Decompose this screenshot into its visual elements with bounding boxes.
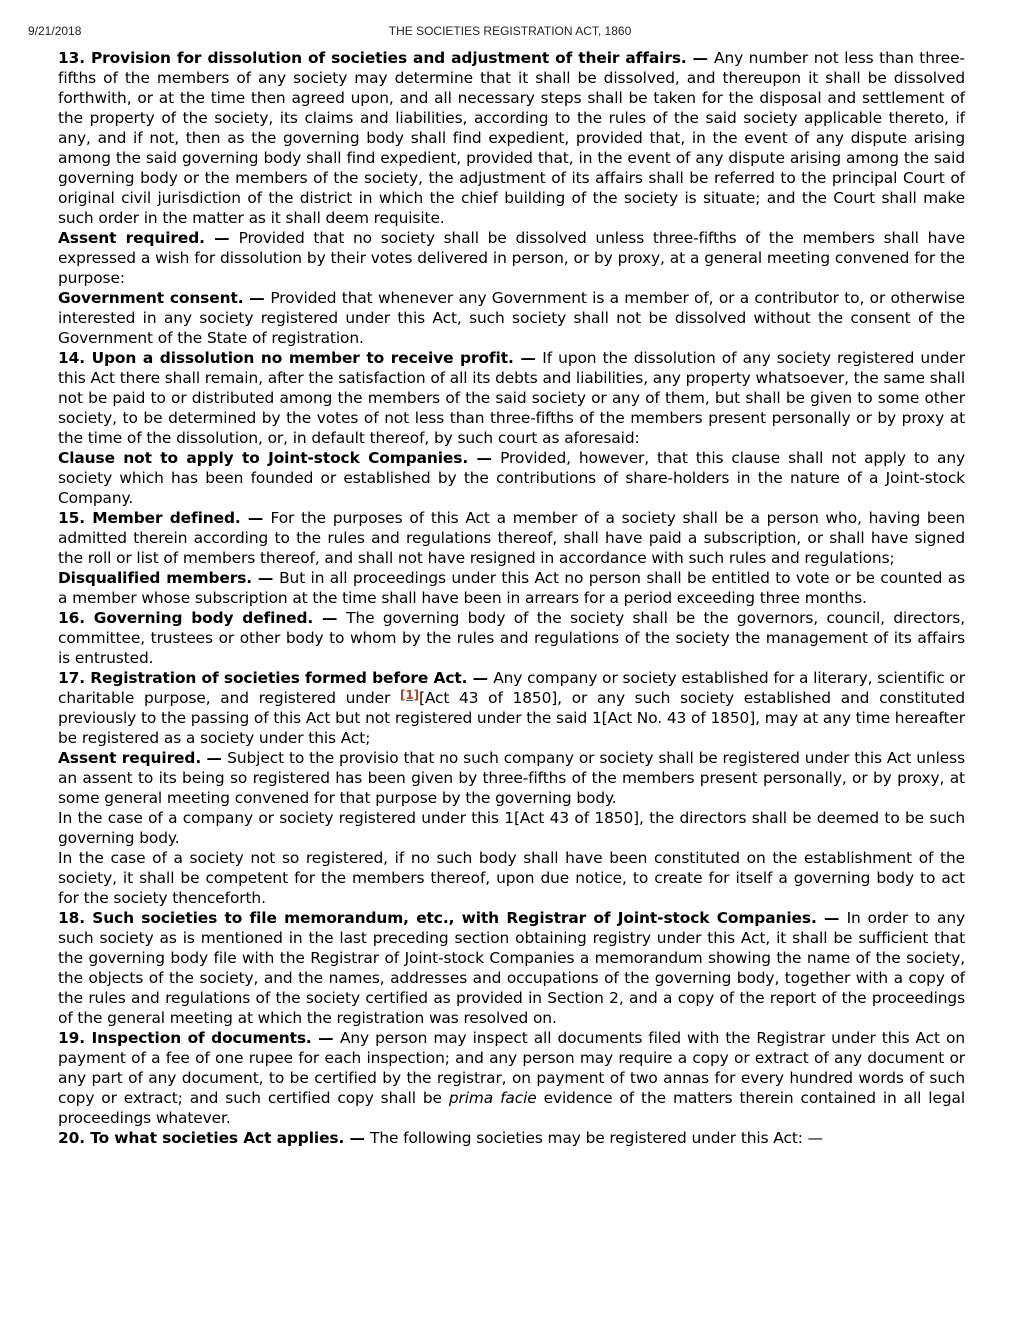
section-text: The governing body of the society shall be the governors, council, directors, committee, trustees or other body to whom by the rules and regulations of the society the management of its affairs is entrusted. [58, 609, 965, 667]
section-text: evidence of the matters therein contained in all legal proceedings whatever. [58, 1089, 965, 1127]
section-paragraph [58, 748, 965, 808]
section-text: For the purposes of this Act a member of a society shall be a person who, having been admitted therein according to the rules and regulations thereof, shall have paid a subscription, or shall have signed the roll or list of members thereof, and shall not have resigned in accordance with such rules and regulations; [58, 509, 965, 567]
section-heading: 17. Registration of societies formed before Act. — [58, 669, 494, 687]
section-heading: 19. Inspection of documents. — [58, 1029, 340, 1047]
document-running-title: THE SOCIETIES REGISTRATION ACT, 1860 [388, 24, 632, 38]
act-text [58, 48, 965, 1148]
section-text: If upon the dissolution of any society registered under this Act there shall remain, after the satisfaction of all its debts and liabilities, any property whatsoever, the same shall not be paid to or distributed among the members of the said society or any of them, but shall be given to some other society, to be determined by the votes of not less than three-fifths of the members present personally or by proxy at the time of the dissolution, or, in default thereof, by such court as aforesaid: [58, 349, 965, 447]
section-paragraph [58, 608, 965, 668]
section-text: Any person may inspect all documents filed with the Registrar under this Act on payment of a fee of one rupee for each inspection; and any person may require a copy or extract of any document or any part of any document, to be certified by the registrar, on payment of two annas for every hundred words of such copy or extract; and such certified copy shall be [58, 1029, 965, 1107]
section-heading: 18. Such societies to file memorandum, etc., with Registrar of Joint-stock Companies. — [58, 909, 847, 927]
section-text: Provided that no society shall be dissolved unless three-fifths of the members shall have expressed a wish for dissolution by their votes delivered in person, or by proxy, at a general meeting convened for the purpose: [58, 229, 965, 287]
section-heading: 13. Provision for dissolution of societies and adjustment of their affairs. — [58, 49, 715, 67]
section-paragraph [58, 908, 965, 1028]
section-heading: 14. Upon a dissolution no member to receive profit. — [58, 349, 543, 367]
section-paragraph [58, 228, 965, 288]
section-text: Provided, however, that this clause shall not apply to any society which has been founded or established by the contributions of share-holders in the nature of a Joint-stock Company. [58, 449, 965, 507]
section-paragraph [58, 808, 965, 848]
section-text: In the case of a society not so registered, if no such body shall have been constituted on the establishment of the society, it shall be competent for the members thereof, upon due notice, to create for itself a governing body to act for the society thenceforth. [58, 849, 965, 907]
section-paragraph [58, 568, 965, 608]
section-heading: 15. Member defined. — [58, 509, 271, 527]
section-text: Any company or society established for a literary, scientific or charitable purpose, and registered under [58, 669, 965, 707]
section-text: Any number not less than three-fifths of the members of any society may determine that it shall be dissolved, and thereupon it shall be dissolved forthwith, or at the time then agreed upon, and all necessary steps shall be taken for the disposal and settlement of the property of the society, its claims and liabilities, according to the rules of the said society applicable thereto, if any, and if not, then as the governing body shall find expedient, provided that, in the event of any dispute arising among the said governing body shall find expedient, provided that, in the event of any dispute arising among the said governing body or the members of the society, the adjustment of its affairs shall be referred to the principal Court of original civil jurisdiction of the district in which the chief building of the society is situate; and the Court shall make such order in the matter as it shall deem requisite. [58, 49, 965, 227]
section-text: Subject to the provisio that no such company or society shall be registered under this Act unless an assent to its being so registered has been given by three-fifths of the members present personally, or by proxy, at some general meeting convened for that purpose by the governing body. [58, 749, 965, 807]
section-text: Provided that whenever any Government is a member of, or a contributor to, or otherwise interested in any society registered under this Act, such society shall not be dissolved without the consent of the Government of the State of registration. [58, 289, 965, 347]
section-heading: Disqualified members. — [58, 569, 280, 587]
section-text: [Act 43 of 1850], or any such society established and constituted previously to the passing of this Act but not registered under the said 1[Act No. 43 of 1850], may at any time hereafter be registered as a society under this Act; [58, 689, 965, 747]
section-paragraph [58, 1128, 965, 1148]
section-text: In the case of a company or society registered under this 1[Act 43 of 1850], the directors shall be deemed to be such governing body. [58, 809, 965, 847]
section-heading: 20. To what societies Act applies. — [58, 1129, 371, 1147]
section-paragraph [58, 288, 965, 348]
section-heading: 16. Governing body defined. — [58, 609, 347, 627]
section-text: In order to any such society as is mentioned in the last preceding section obtaining registry under this Act, it shall be sufficient that the governing body file with the Registrar of Joint-stock Companies a memorandum showing the name of the society, the objects of the society, and the names, addresses and occupations of the governing body, together with a copy of the rules and regulations of the society certified as provided in Section 2, and a copy of the report of the proceedings of the general meeting at which the registration was resolved on. [58, 909, 965, 1027]
section-paragraph [58, 848, 965, 908]
section-text: But in all proceedings under this Act no person shall be entitled to vote or be counted as a member whose subscription at the time shall have been in arrears for a period exceeding three months. [58, 569, 965, 607]
section-paragraph [58, 48, 965, 228]
section-paragraph [58, 348, 965, 448]
section-paragraph [58, 1028, 965, 1128]
section-paragraph [58, 668, 965, 748]
section-heading: Government consent. — [58, 289, 271, 307]
section-paragraph [58, 448, 965, 508]
section-text: The following societies may be registered under this Act: — [370, 1129, 823, 1147]
print-date: 9/21/2018 [28, 24, 82, 38]
footnote-link[interactable]: [1] [399, 688, 419, 702]
section-heading: Assent required. — [58, 229, 239, 247]
section-heading: Assent required. — [58, 749, 228, 767]
section-heading: Clause not to apply to Joint-stock Companies. — [58, 449, 501, 467]
section-paragraph [58, 508, 965, 568]
italic-text: prima facie [448, 1089, 537, 1107]
